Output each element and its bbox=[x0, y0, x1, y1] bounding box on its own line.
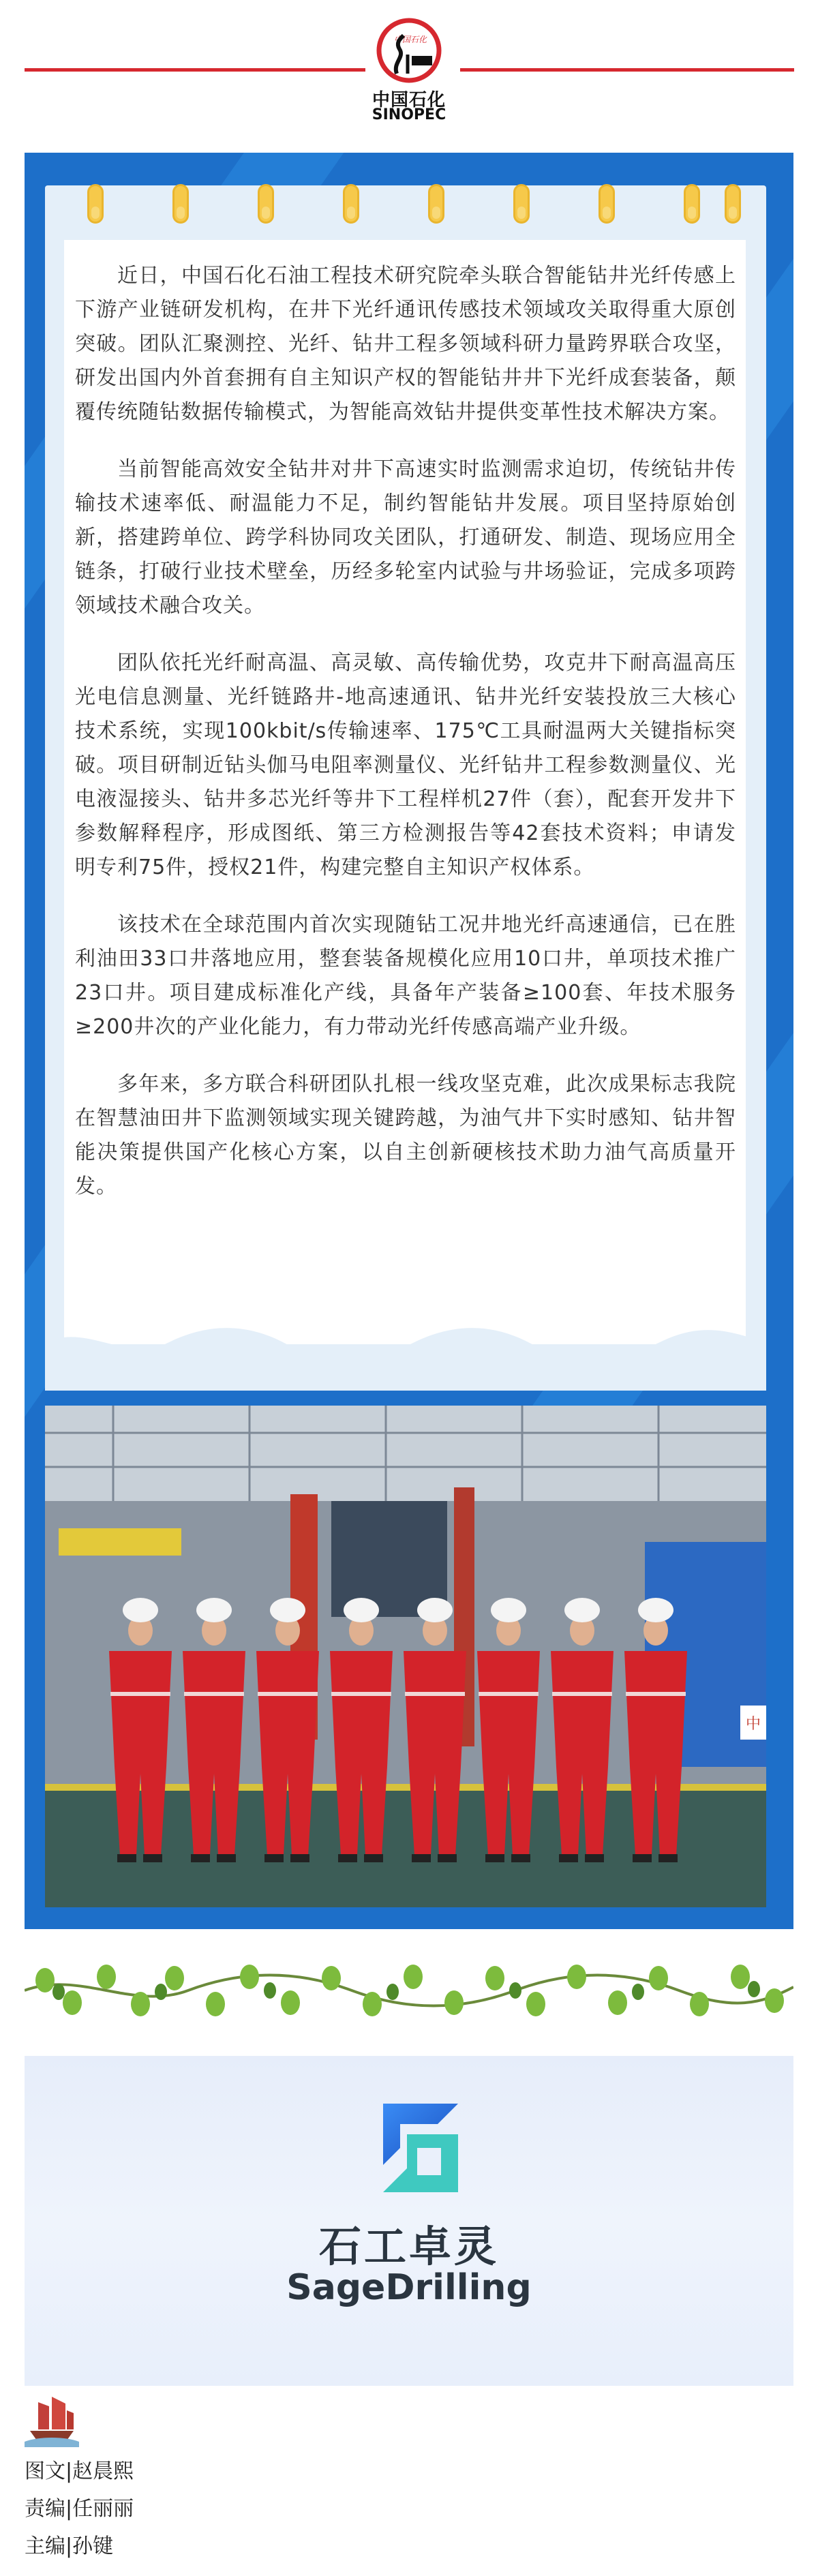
sailboat-icon bbox=[25, 2393, 79, 2447]
logo-english-name: SINOPEC bbox=[372, 106, 446, 123]
header-divider-left bbox=[25, 68, 365, 72]
photo-text-credit: 图文|赵晨熙 bbox=[25, 2459, 134, 2483]
vine-divider-decoration bbox=[25, 1950, 793, 2025]
sinopec-logo-icon bbox=[374, 15, 444, 86]
logo-mark-text: 中国石化 bbox=[393, 35, 427, 44]
binder-ring-icon bbox=[599, 184, 615, 224]
binder-ring-icon bbox=[684, 184, 700, 224]
paper-wave-decoration bbox=[45, 1316, 766, 1391]
article-paragraph: 该技术在全球范围内首次实现随钻工况井地光纤高速通信，已在胜利油田33口井落地应用，整套装备规模化应用10口井，单项技术推广23口井。项目建成标准化产线，具备年产装备≥100套、年技术服务≥200井次的产业化能力，有力带动光纤传感高端产业升级。 bbox=[75, 913, 736, 1039]
article-paragraph: 近日，中国石化石油工程技术研究院牵头联合智能钻井光纤传感上下游产业链研发机构，在井下光纤通讯传感技术领域攻关取得重大原创突破。团队汇聚测控、光纤、钻井工程多领域科研力量跨界联合攻坚，研发出国内外首套拥有自主知识产权的智能钻井井下光纤成套装备，颠覆传统随钻数据传输模式，为智能高效钻井提供变革性技术解决方案。 bbox=[75, 264, 736, 424]
chief-editor-credit: 主编|孙键 bbox=[25, 2534, 114, 2558]
binder-ring-icon bbox=[172, 184, 189, 224]
banner-chinese-title: 石工卓灵 bbox=[318, 2222, 499, 2271]
photo-sign-text: 中 bbox=[745, 1716, 761, 1733]
banner-english-title: SageDrilling bbox=[286, 2267, 532, 2308]
article-paragraph: 团队依托光纤耐高温、高灵敏、高传输优势，攻克井下耐高温高压光电信息测量、光纤链路井-地高速通讯、钻井光纤安装投放三大核心技术系统，实现100kbit/s传输速率、175℃工具耐温两大关键指标突破。项目研制近钻头伽马电阻率测量仪、光纤钻井工程参数测量仪、光电液湿接头、钻井多芯光纤等井下工程样机27件（套），配套开发井下参数解释程序，形成图纸、第三方检测报告等42套技术资料；申请发明专利75件，授权21件，构建完整自主知识产权体系。 bbox=[75, 651, 736, 879]
binder-ring-icon bbox=[258, 184, 274, 224]
binder-ring-icon bbox=[725, 184, 741, 224]
article-paragraph: 多年来，多方联合科研团队扎根一线攻坚克难，此次成果标志我院在智慧油田井下监测领域实现关键跨越，为油气井下实时感知、钻井智能决策提供国产化核心方案，以自主创新硬核技术助力油气高质量开发。 bbox=[75, 1072, 736, 1198]
logo-chinese-name: 中国石化 bbox=[372, 90, 446, 110]
binder-ring-icon bbox=[513, 184, 530, 224]
editor-credit: 责编|任丽丽 bbox=[25, 2497, 134, 2521]
sagedrilling-banner bbox=[25, 2056, 793, 2386]
header-divider-right bbox=[460, 68, 794, 72]
binder-ring-icon bbox=[87, 184, 104, 224]
team-photo bbox=[45, 1406, 766, 1907]
article-body bbox=[75, 259, 736, 1227]
binder-ring-icon bbox=[428, 184, 444, 224]
header bbox=[0, 0, 818, 136]
sagedrilling-logo-icon bbox=[369, 2097, 472, 2199]
article-paragraph: 当前智能高效安全钻井对井下高速实时监测需求迫切，传统钻井传输技术速率低、耐温能力不足，制约智能钻井发展。项目坚持原始创新，搭建跨单位、跨学科协同攻关团队，打通研发、制造、现场应用全链条，打破行业技术壁垒，历经多轮室内试验与井场验证，完成多项跨领域技术融合攻关。 bbox=[75, 457, 736, 618]
binder-ring-icon bbox=[343, 184, 359, 224]
